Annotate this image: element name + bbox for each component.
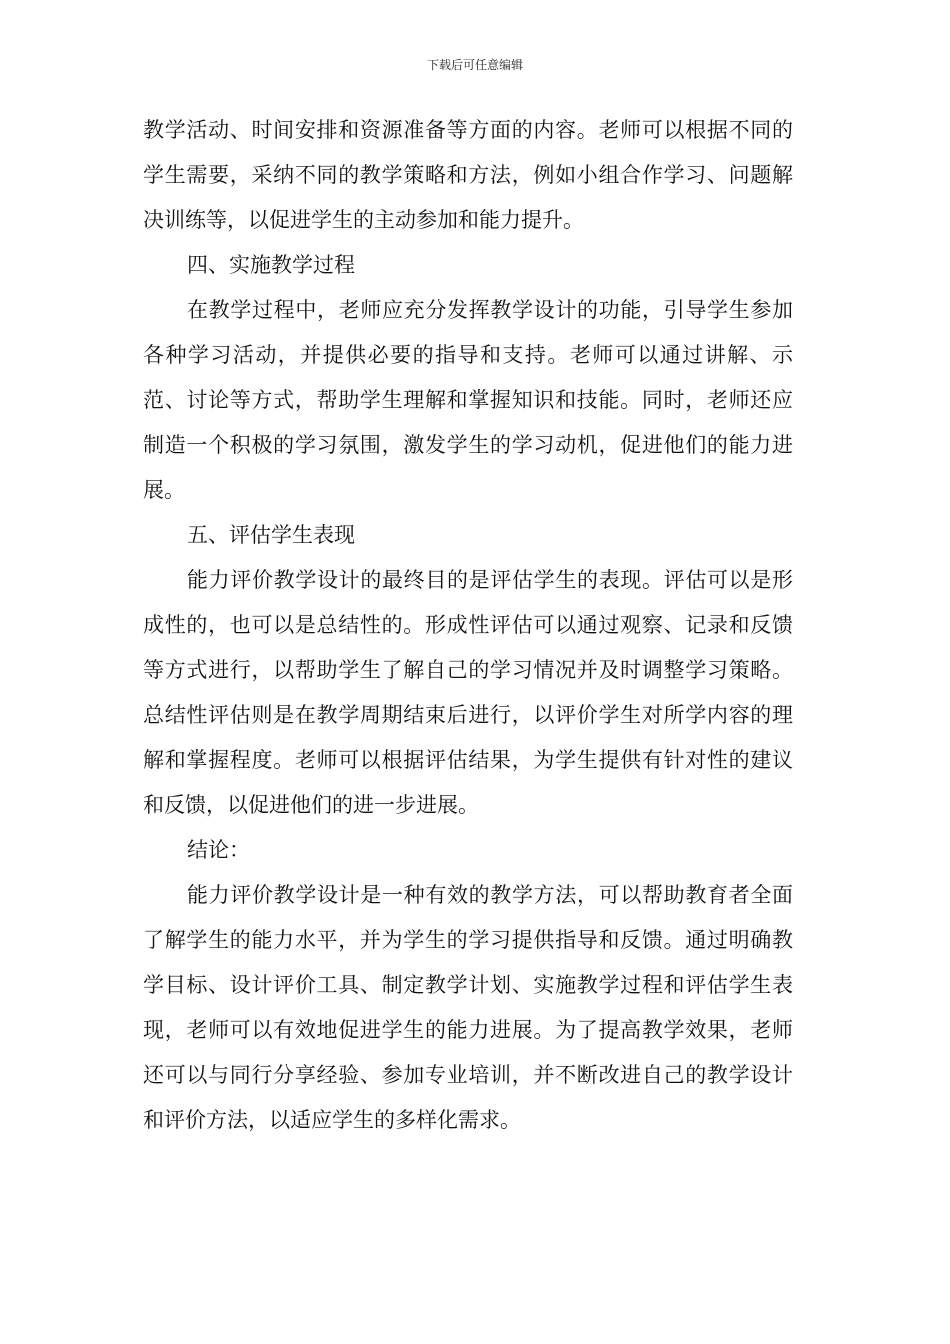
paragraph-conclusion: 能力评价教学设计是一种有效的教学方法，可以帮助教育者全面了解学生的能力水平，并为学生的学习提供指导和反馈。通过明确教学目标、设计评价工具、制定教学计划、实施教学过程和评估学生表现，老师可以有效地促进学生的能力进展。为了提高教学效果，老师还可以与同行分享经验、参加专业培训，并不断改进自己的教学设计和评价方法，以适应学生的多样化需求。 (143, 883, 793, 1132)
page-header: 下载后可任意编辑 (426, 58, 523, 72)
paragraph-continuation: 教学活动、时间安排和资源准备等方面的内容。老师可以根据不同的学生需要，采纳不同的教学策略和方法，例如小组合作学习、问题解决训练等，以促进学生的主动参加和能力提升。 (143, 118, 793, 232)
section-heading-evaluate-students: 五、评估学生表现 (187, 523, 355, 547)
paragraph-evaluate-students: 能力评价教学设计的最终目的是评估学生的表现。评估可以是形成性的，也可以是总结性的。形成性评估可以通过观察、记录和反馈等方式进行，以帮助学生了解自己的学习情况并及时调整学习策略。总结性评估则是在教学周期结束后进行，以评价学生对所学内容的理解和掌握程度。老师可以根据评估结果，为学生提供有针对性的建议和反馈，以促进他们的进一步进展。 (143, 568, 793, 817)
section-heading-implement-teaching: 四、实施教学过程 (187, 253, 355, 277)
section-heading-conclusion: 结论： (187, 838, 250, 862)
paragraph-implement-teaching: 在教学过程中，老师应充分发挥教学设计的功能，引导学生参加各种学习活动，并提供必要的指导和支持。老师可以通过讲解、示范、讨论等方式，帮助学生理解和掌握知识和技能。同时，老师还应制造一个积极的学习氛围，激发学生的学习动机，促进他们的能力进展。 (143, 298, 793, 502)
document-body (143, 108, 793, 1143)
